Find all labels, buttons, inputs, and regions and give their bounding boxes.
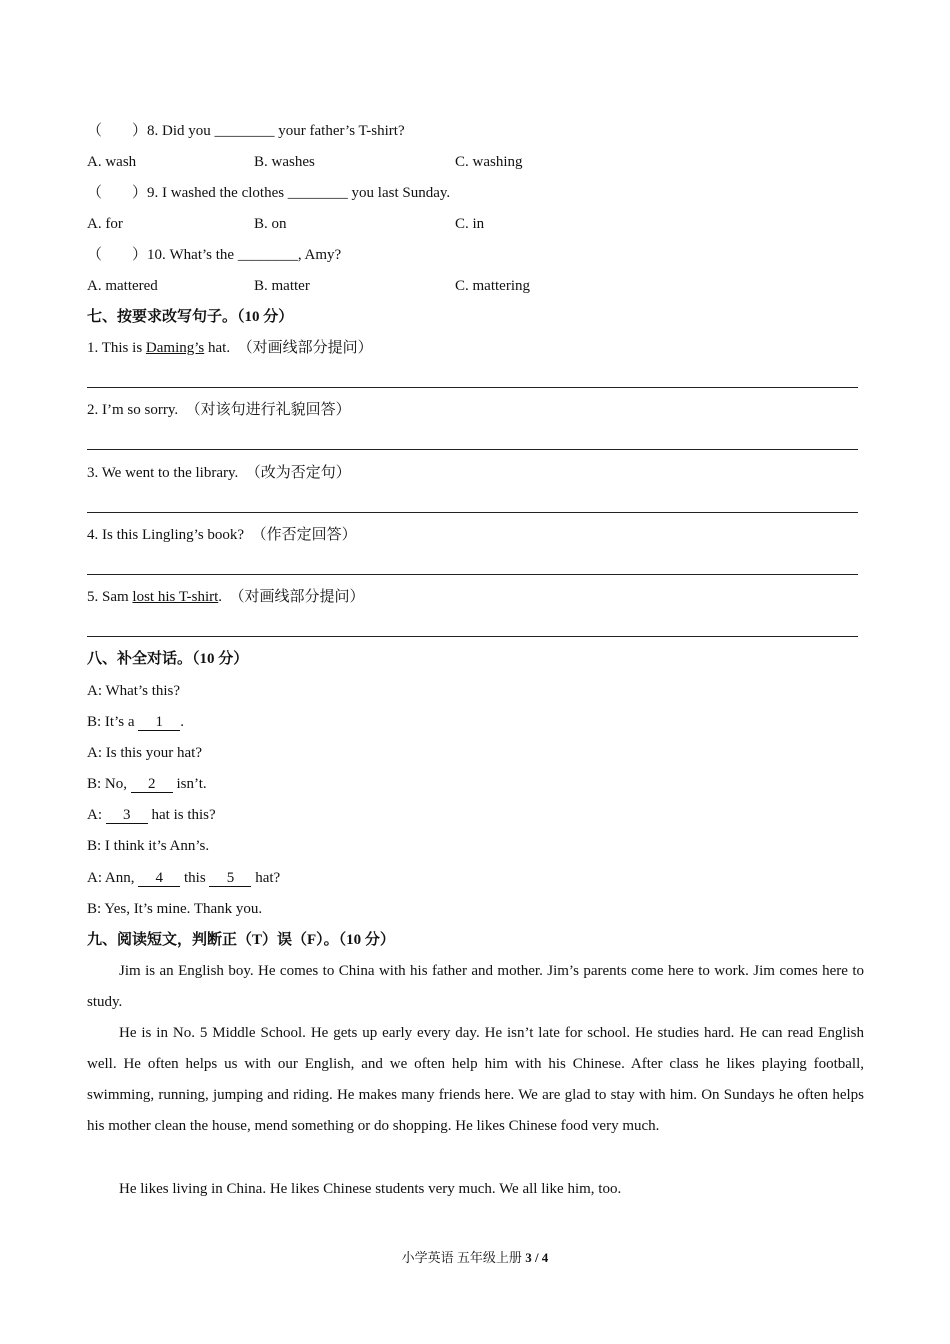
answer-paren: （ ） bbox=[87, 185, 148, 201]
answer-paren: （ ） bbox=[87, 123, 148, 139]
rewrite-item-3: 3. We went to the library. （改为否定句） bbox=[87, 465, 351, 481]
dialogue-line-4: B: No, 2 isn’t. bbox=[87, 776, 207, 792]
footer-label: 小学英语 五年级上册 bbox=[401, 1250, 526, 1265]
answer-line[interactable] bbox=[87, 512, 858, 513]
reading-paragraph-3: He likes living in China. He likes Chinese students very much. We all like him, too. bbox=[119, 1181, 622, 1197]
question-stem: 10. What’s the ________, Amy? bbox=[147, 247, 342, 263]
reading-paragraph-2: He is in No. 5 Middle School. He gets up early every day. He isn’t late for school. He studies hard. He can read English well. He often helps us with our English, and we often help him with his Chinese. After class he likes playing football, swimming, running, jumping and riding. He makes many friends here. We are glad to stay with him. On Sundays he often helps his mother clean the house, mend something or do shopping. He likes Chinese food very much. bbox=[87, 1025, 864, 1134]
page-number: 3 / 4 bbox=[525, 1250, 549, 1265]
instruction-note: （对画线部分提问） bbox=[229, 589, 365, 605]
blank-4[interactable]: 4 bbox=[138, 870, 180, 887]
answer-line[interactable] bbox=[87, 387, 858, 388]
instruction-note: （作否定回答） bbox=[251, 527, 357, 543]
question-8 bbox=[87, 121, 405, 141]
blank-1[interactable]: 1 bbox=[138, 714, 180, 731]
option-b: B. washes bbox=[254, 154, 315, 170]
underlined-phrase: lost his T-shirt bbox=[132, 589, 219, 605]
question-stem: 8. Did you ________ your father’s T-shirt? bbox=[147, 123, 405, 139]
rewrite-item-1: 1. This is Daming’s hat. （对画线部分提问） bbox=[87, 340, 373, 356]
question-10 bbox=[87, 245, 341, 265]
reading-paragraph-1: Jim is an English boy. He comes to China with his father and mother. Jim’s parents come here to work. Jim comes here to study. bbox=[87, 963, 864, 1010]
question-9 bbox=[87, 183, 450, 203]
rewrite-item-2: 2. I’m so sorry. （对该句进行礼貌回答） bbox=[87, 402, 351, 418]
answer-line[interactable] bbox=[87, 449, 858, 450]
underlined-phrase: Daming’s bbox=[145, 340, 205, 356]
option-a: A. mattered bbox=[87, 278, 158, 294]
option-c: C. mattering bbox=[455, 278, 530, 294]
section-7-heading: 七、按要求改写句子。（10 分） bbox=[87, 309, 294, 325]
blank-3[interactable]: 3 bbox=[106, 807, 148, 824]
rewrite-item-5: 5. Sam lost his T-shirt. （对画线部分提问） bbox=[87, 589, 365, 605]
instruction-note: （对该句进行礼貌回答） bbox=[185, 402, 351, 418]
dialogue-line-6: B: I think it’s Ann’s. bbox=[87, 838, 210, 854]
option-c: C. in bbox=[455, 216, 485, 232]
answer-line[interactable] bbox=[87, 636, 858, 637]
question-stem: 9. I washed the clothes ________ you last Sunday. bbox=[147, 185, 451, 201]
dialogue-line-3: A: Is this your hat? bbox=[87, 745, 202, 761]
dialogue-line-7: A: Ann, 4 this 5 hat? bbox=[87, 870, 281, 886]
dialogue-line-2: B: It’s a 1 . bbox=[87, 714, 184, 730]
page-footer bbox=[0, 1247, 950, 1266]
option-b: B. on bbox=[254, 216, 287, 232]
dialogue-line-8: B: Yes, It’s mine. Thank you. bbox=[87, 901, 263, 917]
section-8-heading: 八、补全对话。（10 分） bbox=[87, 651, 249, 667]
dialogue-line-1: A: What’s this? bbox=[87, 683, 181, 699]
rewrite-item-4: 4. Is this Lingling’s book? （作否定回答） bbox=[87, 527, 357, 543]
dialogue-line-5: A: 3 hat is this? bbox=[87, 807, 216, 823]
option-b: B. matter bbox=[254, 278, 310, 294]
option-a: A. for bbox=[87, 216, 123, 232]
answer-line[interactable] bbox=[87, 574, 858, 575]
blank-2[interactable]: 2 bbox=[131, 776, 173, 793]
answer-paren: （ ） bbox=[87, 247, 148, 263]
instruction-note: （对画线部分提问） bbox=[237, 340, 373, 356]
blank-5[interactable]: 5 bbox=[209, 870, 251, 887]
instruction-note: （改为否定句） bbox=[245, 465, 351, 481]
option-a: A. wash bbox=[87, 154, 137, 170]
section-9-heading: 九、阅读短文，判断正（T）误（F）。（10 分） bbox=[87, 932, 395, 948]
option-c: C. washing bbox=[455, 154, 523, 170]
